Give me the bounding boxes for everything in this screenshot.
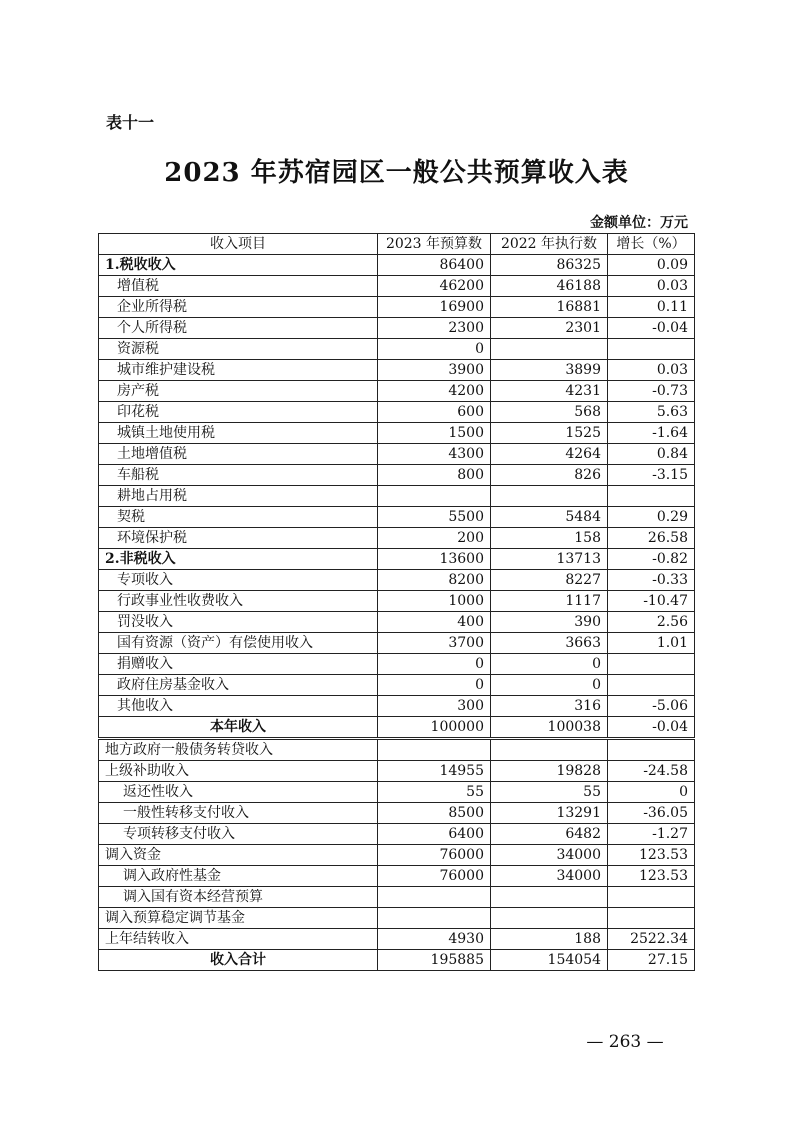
cell-growth: 2.56 xyxy=(608,612,695,633)
cell-item-name: 增值税 xyxy=(99,276,378,297)
cell-budget-2023: 16900 xyxy=(378,297,491,318)
cell-budget-2023 xyxy=(378,908,491,929)
cell-item-name: 资源税 xyxy=(99,339,378,360)
cell-budget-2023: 1000 xyxy=(378,591,491,612)
cell-growth: -24.58 xyxy=(608,761,695,782)
cell-actual-2022: 154054 xyxy=(491,950,608,971)
cell-actual-2022: 34000 xyxy=(491,845,608,866)
cell-budget-2023: 6400 xyxy=(378,824,491,845)
header-growth: 增长（%） xyxy=(608,234,695,255)
cell-budget-2023: 55 xyxy=(378,782,491,803)
cell-growth: 0.84 xyxy=(608,444,695,465)
cell-budget-2023: 3900 xyxy=(378,360,491,381)
cell-growth: -0.82 xyxy=(608,549,695,570)
table-row xyxy=(99,929,695,950)
table-row xyxy=(99,423,695,444)
cell-growth xyxy=(608,908,695,929)
cell-item-name: 印花税 xyxy=(99,402,378,423)
cell-budget-2023: 1500 xyxy=(378,423,491,444)
cell-item-name: 2.非税收入 xyxy=(99,549,378,570)
cell-item-name: 个人所得税 xyxy=(99,318,378,339)
cell-growth: 0.29 xyxy=(608,507,695,528)
table-row xyxy=(99,612,695,633)
cell-actual-2022: 2301 xyxy=(491,318,608,339)
cell-actual-2022: 55 xyxy=(491,782,608,803)
cell-item-name: 环境保护税 xyxy=(99,528,378,549)
cell-growth: 123.53 xyxy=(608,866,695,887)
cell-actual-2022: 0 xyxy=(491,675,608,696)
cell-actual-2022: 3899 xyxy=(491,360,608,381)
cell-budget-2023: 76000 xyxy=(378,866,491,887)
cell-actual-2022: 34000 xyxy=(491,866,608,887)
cell-growth: 0.03 xyxy=(608,360,695,381)
table-row xyxy=(99,528,695,549)
table-row xyxy=(99,549,695,570)
cell-growth: -36.05 xyxy=(608,803,695,824)
table-row xyxy=(99,654,695,675)
cell-actual-2022: 188 xyxy=(491,929,608,950)
cell-item-name: 城市维护建设税 xyxy=(99,360,378,381)
cell-growth xyxy=(608,739,695,761)
table-row xyxy=(99,486,695,507)
cell-item-name: 本年收入 xyxy=(99,717,378,739)
cell-item-name: 一般性转移支付收入 xyxy=(99,803,378,824)
cell-actual-2022: 390 xyxy=(491,612,608,633)
cell-actual-2022: 1525 xyxy=(491,423,608,444)
table-row xyxy=(99,739,695,761)
cell-item-name: 调入国有资本经营预算 xyxy=(99,887,378,908)
table-row xyxy=(99,908,695,929)
cell-budget-2023 xyxy=(378,486,491,507)
cell-item-name: 其他收入 xyxy=(99,696,378,717)
cell-actual-2022: 8227 xyxy=(491,570,608,591)
cell-growth: 5.63 xyxy=(608,402,695,423)
cell-budget-2023: 8500 xyxy=(378,803,491,824)
revenue-table xyxy=(98,233,695,971)
cell-item-name: 房产税 xyxy=(99,381,378,402)
table-row xyxy=(99,761,695,782)
cell-actual-2022: 19828 xyxy=(491,761,608,782)
cell-budget-2023: 300 xyxy=(378,696,491,717)
cell-item-name: 1.税收收入 xyxy=(99,255,378,276)
cell-actual-2022: 86325 xyxy=(491,255,608,276)
cell-growth: 27.15 xyxy=(608,950,695,971)
cell-growth: -0.04 xyxy=(608,318,695,339)
cell-growth: -5.06 xyxy=(608,696,695,717)
cell-item-name: 行政事业性收费收入 xyxy=(99,591,378,612)
table-row xyxy=(99,360,695,381)
table-row xyxy=(99,845,695,866)
cell-growth xyxy=(608,486,695,507)
cell-budget-2023: 600 xyxy=(378,402,491,423)
table-row xyxy=(99,339,695,360)
cell-budget-2023: 13600 xyxy=(378,549,491,570)
cell-budget-2023: 4200 xyxy=(378,381,491,402)
cell-item-name: 调入政府性基金 xyxy=(99,866,378,887)
cell-growth: 2522.34 xyxy=(608,929,695,950)
cell-item-name: 车船税 xyxy=(99,465,378,486)
cell-budget-2023: 46200 xyxy=(378,276,491,297)
cell-actual-2022: 4264 xyxy=(491,444,608,465)
cell-actual-2022: 568 xyxy=(491,402,608,423)
cell-actual-2022 xyxy=(491,339,608,360)
cell-budget-2023: 76000 xyxy=(378,845,491,866)
cell-growth: -0.73 xyxy=(608,381,695,402)
table-row xyxy=(99,950,695,971)
cell-growth xyxy=(608,887,695,908)
table-row xyxy=(99,276,695,297)
cell-growth: 0.03 xyxy=(608,276,695,297)
cell-item-name: 返还性收入 xyxy=(99,782,378,803)
table-label: 表十一 xyxy=(106,113,155,132)
table-row xyxy=(99,297,695,318)
cell-item-name: 罚没收入 xyxy=(99,612,378,633)
cell-budget-2023: 0 xyxy=(378,675,491,696)
cell-actual-2022: 100038 xyxy=(491,717,608,739)
cell-growth: -1.64 xyxy=(608,423,695,444)
table-row xyxy=(99,803,695,824)
table-row xyxy=(99,866,695,887)
table-row xyxy=(99,696,695,717)
table-row xyxy=(99,675,695,696)
cell-item-name: 城镇土地使用税 xyxy=(99,423,378,444)
table-row xyxy=(99,507,695,528)
cell-actual-2022: 46188 xyxy=(491,276,608,297)
cell-item-name: 捐赠收入 xyxy=(99,654,378,675)
cell-budget-2023: 2300 xyxy=(378,318,491,339)
cell-item-name: 政府住房基金收入 xyxy=(99,675,378,696)
cell-budget-2023: 800 xyxy=(378,465,491,486)
cell-budget-2023: 3700 xyxy=(378,633,491,654)
cell-actual-2022: 5484 xyxy=(491,507,608,528)
cell-budget-2023: 100000 xyxy=(378,717,491,739)
cell-actual-2022: 13713 xyxy=(491,549,608,570)
cell-growth: 26.58 xyxy=(608,528,695,549)
cell-growth: 0.11 xyxy=(608,297,695,318)
table-row xyxy=(99,318,695,339)
cell-item-name: 专项收入 xyxy=(99,570,378,591)
cell-budget-2023 xyxy=(378,887,491,908)
table-row xyxy=(99,381,695,402)
cell-actual-2022: 158 xyxy=(491,528,608,549)
table-row xyxy=(99,782,695,803)
cell-item-name: 专项转移支付收入 xyxy=(99,824,378,845)
cell-budget-2023: 195885 xyxy=(378,950,491,971)
cell-growth xyxy=(608,339,695,360)
cell-actual-2022: 316 xyxy=(491,696,608,717)
cell-actual-2022: 0 xyxy=(491,654,608,675)
cell-growth xyxy=(608,654,695,675)
table-header-row xyxy=(99,234,695,255)
cell-budget-2023: 4930 xyxy=(378,929,491,950)
cell-item-name: 契税 xyxy=(99,507,378,528)
table-row xyxy=(99,255,695,276)
cell-budget-2023 xyxy=(378,739,491,761)
table-row xyxy=(99,591,695,612)
table-row xyxy=(99,633,695,654)
cell-actual-2022: 3663 xyxy=(491,633,608,654)
cell-actual-2022: 6482 xyxy=(491,824,608,845)
cell-item-name: 调入资金 xyxy=(99,845,378,866)
cell-budget-2023: 14955 xyxy=(378,761,491,782)
header-item: 收入项目 xyxy=(99,234,378,255)
cell-item-name: 调入预算稳定调节基金 xyxy=(99,908,378,929)
cell-actual-2022 xyxy=(491,486,608,507)
cell-growth: 0 xyxy=(608,782,695,803)
header-budget-2023: 2023 年预算数 xyxy=(378,234,491,255)
cell-growth: -1.27 xyxy=(608,824,695,845)
cell-actual-2022 xyxy=(491,739,608,761)
cell-growth: -0.04 xyxy=(608,717,695,739)
cell-budget-2023: 4300 xyxy=(378,444,491,465)
table-row xyxy=(99,465,695,486)
cell-item-name: 上级补助收入 xyxy=(99,761,378,782)
cell-item-name: 国有资源（资产）有偿使用收入 xyxy=(99,633,378,654)
cell-budget-2023: 86400 xyxy=(378,255,491,276)
cell-growth: 1.01 xyxy=(608,633,695,654)
cell-budget-2023: 200 xyxy=(378,528,491,549)
cell-budget-2023: 400 xyxy=(378,612,491,633)
cell-actual-2022: 13291 xyxy=(491,803,608,824)
cell-budget-2023: 8200 xyxy=(378,570,491,591)
cell-actual-2022: 1117 xyxy=(491,591,608,612)
cell-growth xyxy=(608,675,695,696)
cell-growth: 123.53 xyxy=(608,845,695,866)
table-row xyxy=(99,887,695,908)
cell-item-name: 土地增值税 xyxy=(99,444,378,465)
cell-budget-2023: 0 xyxy=(378,654,491,675)
cell-item-name: 企业所得税 xyxy=(99,297,378,318)
cell-actual-2022: 4231 xyxy=(491,381,608,402)
cell-growth: -10.47 xyxy=(608,591,695,612)
table-row xyxy=(99,402,695,423)
table-row xyxy=(99,824,695,845)
cell-growth: 0.09 xyxy=(608,255,695,276)
cell-growth: -0.33 xyxy=(608,570,695,591)
page-number: — 263 — xyxy=(586,1032,664,1052)
cell-item-name: 地方政府一般债务转贷收入 xyxy=(99,739,378,761)
header-actual-2022: 2022 年执行数 xyxy=(491,234,608,255)
cell-budget-2023: 5500 xyxy=(378,507,491,528)
cell-item-name: 耕地占用税 xyxy=(99,486,378,507)
cell-item-name: 上年结转收入 xyxy=(99,929,378,950)
table-body xyxy=(99,255,695,971)
cell-budget-2023: 0 xyxy=(378,339,491,360)
table-row xyxy=(99,570,695,591)
table-row xyxy=(99,444,695,465)
cell-actual-2022 xyxy=(491,908,608,929)
cell-actual-2022 xyxy=(491,887,608,908)
cell-growth: -3.15 xyxy=(608,465,695,486)
unit-note: 金额单位：万元 xyxy=(590,215,688,231)
cell-actual-2022: 16881 xyxy=(491,297,608,318)
page-title: 2023 年苏宿园区一般公共预算收入表 xyxy=(164,158,629,188)
table-row xyxy=(99,717,695,739)
cell-item-name: 收入合计 xyxy=(99,950,378,971)
cell-actual-2022: 826 xyxy=(491,465,608,486)
